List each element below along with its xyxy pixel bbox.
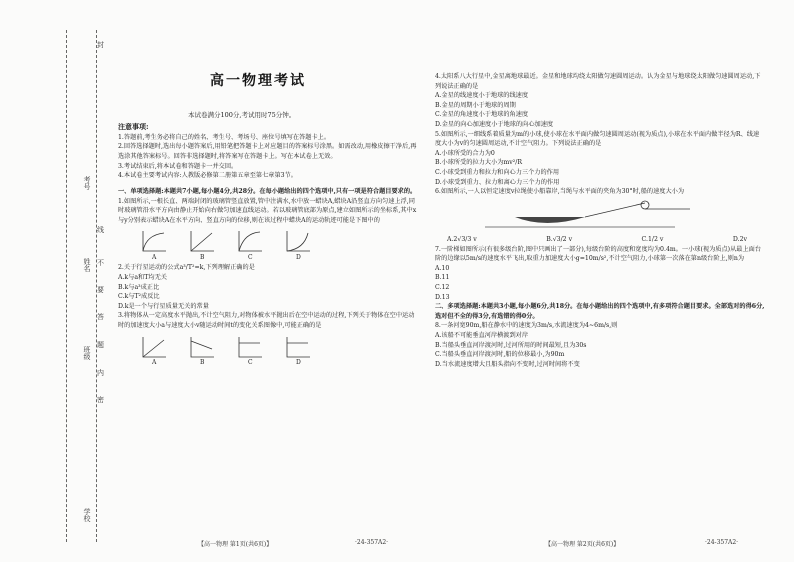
q4-option-a: A.金星的线速度小于地球的线速度 <box>435 92 529 100</box>
seal-char: 答 <box>97 313 104 321</box>
seal-char: 封 <box>97 41 104 49</box>
seal-char: 不 <box>97 259 104 267</box>
question-6: 6.如图所示,一人以恒定速度v拉绳使小船靠岸,当绳与水平面的夹角为30°时,船的速度大小为 <box>435 188 685 196</box>
section2-heading: 二、多项选择题:本题共3小题,每小题6分,共18分。在每小题给出的四个选项中,有多项符合题目要求。全部选对的得6分,选对但不全的得3分,有选错的得0分。 <box>435 303 765 320</box>
note-item: 3.考试结束后,将本试卷和答题卡一并交回。 <box>118 162 238 170</box>
q5-option-d: D.小球受到重力、拉力和离心力三个力的作用 <box>435 178 560 186</box>
question-8: 8.一条河宽90m,船在静水中的速度为3m/s,水流速度为4~6m/s,则 <box>435 322 618 330</box>
left-column <box>118 122 418 367</box>
q7-option-d: D.13 <box>435 293 450 301</box>
footer-left-code: ·24-357A2· <box>355 539 389 546</box>
q3-graph-b: B <box>188 335 216 359</box>
footer-right: 【高一物理 第2页(共6页)】 <box>545 541 620 548</box>
question-7: 7.一阶梯如图所示(有很多级台阶,图中只画出了一部分),每级台阶的高度和宽度均为0.4m。一小球(视为质点)从最上面台阶的边缘以5m/s的速度水平飞出,取重力加速度大小g=10m/s²,不计空气阻力,小球第一次落在第n级台阶上,则n为 <box>435 245 762 263</box>
label-banji: 班级 <box>83 346 91 360</box>
seal-char: 密 <box>97 396 104 404</box>
q4-option-d: D.金星的向心加速度小于地球的向心加速度 <box>435 121 554 129</box>
q6-option-d: D.2v <box>732 235 747 243</box>
q8-option-b: B.当船头垂直河岸渡河时,过河所用的时间最短,且为30s <box>435 341 587 349</box>
q1-graph-c: C <box>236 229 264 253</box>
q1-graph-b: B <box>188 229 216 253</box>
note-item: 1.答题前,考生务必将自己的姓名、考生号、考场号、座位号填写在答题卡上。 <box>118 133 331 141</box>
q5-option-a: A.小球所受的合力为0 <box>435 149 495 157</box>
binding-margin <box>0 0 108 562</box>
seal-char: 内 <box>97 369 104 377</box>
question-1: 1.如图所示,一根长直、两端封闭的玻璃管竖直放置,管中注满水,水中放一蜡块A,蜡块A沿竖直方向匀速上浮,同时玻璃管沿水平方向由静止开始向右做匀加速直线运动。若以玻璃管底部为原点,建立如图所示的坐标系,其中x与y分别表示蜡块A在水平方向、竖直方向的位移,则在该过程中蜡块A的运动轨迹可能是下图中的 <box>118 197 417 224</box>
label-xuexiao: 学校 <box>83 508 91 522</box>
note-item: 2.回答选择题时,选出每小题答案后,用铅笔把答题卡上对应题目的答案标号涂黑。如需改动,用橡皮擦干净后,再选涂其他答案标号。回答非选择题时,将答案写在答题卡上。写在本试卷上无效。 <box>118 143 417 161</box>
q3-graph-a: A <box>140 335 168 359</box>
q3-graph-d: D <box>284 335 312 359</box>
q3-graphs <box>140 335 418 367</box>
q7-option-a: A.10 <box>435 264 450 272</box>
q8-option-a: A.该船不可能垂直河岸横渡到对岸 <box>435 332 529 340</box>
seal-line-inner <box>66 30 67 542</box>
q5-option-c: C.小球受到重力和拉力和向心力三个力的作用 <box>435 169 560 177</box>
q6-options <box>447 235 747 245</box>
label-kaohao: 考号 <box>83 176 91 190</box>
q1-graph-d: D <box>284 229 312 253</box>
right-column <box>435 72 765 369</box>
q6-option-c: C.1/2 v <box>641 235 664 243</box>
q5-option-b: B.小球所受的拉力大小为mv²/R <box>435 159 522 167</box>
q2-option-a: A.k与a和T均无关 <box>118 273 167 281</box>
exam-subtitle: 本试卷满分100分,考试用时75分钟。 <box>188 111 296 119</box>
q2-option-b: B.k与a³成正比 <box>118 283 160 291</box>
label-xingming: 姓名 <box>83 258 91 272</box>
seal-char: 要 <box>97 286 104 294</box>
seal-char: 题 <box>97 341 104 349</box>
q6-option-a: A.2√3/3 v <box>447 235 477 243</box>
q8-option-d: D.当水流速度增大且船头指向不变时,过河时间将不变 <box>435 360 580 368</box>
question-4: 4.太阳系八大行星中,金星离地球最近。金星和地球均绕太阳做匀速圆周运动。认为金星与地球绕太阳做匀速圆周运动,下列说法正确的是 <box>435 73 761 90</box>
question-3: 3.将物体从一定高度水平抛出,不计空气阻力,对物体被水平抛出后在空中运动的过程,下列关于物体在空中运动时的加速度大小a与速度大小v随运动时间t的变化关系图像中,可能正确的是 <box>118 312 415 329</box>
q1-graph-a: A <box>140 229 168 253</box>
q8-option-c: C.当船头垂直河岸渡河时,船的位移最小,为90m <box>435 351 565 359</box>
q2-option-c: C.k与T²成反比 <box>118 293 160 301</box>
footer-right-code: ·24-357A2· <box>705 539 739 546</box>
section1-heading: 一、单项选择题:本题共7小题,每小题4分,共28分。在每小题给出的四个选项中,只有一项是符合题目要求的。 <box>118 187 417 195</box>
exam-title: 高一物理考试 <box>210 73 306 89</box>
footer-left: 【高一物理 第1页(共6页)】 <box>198 541 273 548</box>
question-2: 2.关于行星运动的公式a³/T²=k,下列理解正确的是 <box>118 264 255 272</box>
q1-graphs <box>140 229 418 262</box>
q7-option-c: C.12 <box>435 283 450 291</box>
q4-option-b: B.金星的周期小于地球的周期 <box>435 101 516 109</box>
notes-heading: 注意事项: <box>118 122 149 131</box>
q7-option-b: B.11 <box>435 274 450 282</box>
q4-option-c: C.金星的角速度小于地球的角速度 <box>435 111 529 119</box>
q2-option-d: D.k是一个与行星质量无关的常量 <box>118 302 209 310</box>
question-5: 5.如图所示,一细线系着质量为m的小球,使小球在水平面内做匀速圆周运动(视为质点),小球在水平面内做半径为R、线速度大小为v的匀速圆周运动,不计空气阻力。下列说法正确的是 <box>435 130 760 148</box>
q6-option-b: B.√3/2 v <box>546 235 573 243</box>
seal-char: 线 <box>97 226 104 234</box>
note-item: 4.本试卷主要考试内容:人教版必修第二册第五章至第七章第3节。 <box>118 172 297 180</box>
q3-graph-c: C <box>236 335 264 359</box>
boat-figure <box>475 199 695 235</box>
